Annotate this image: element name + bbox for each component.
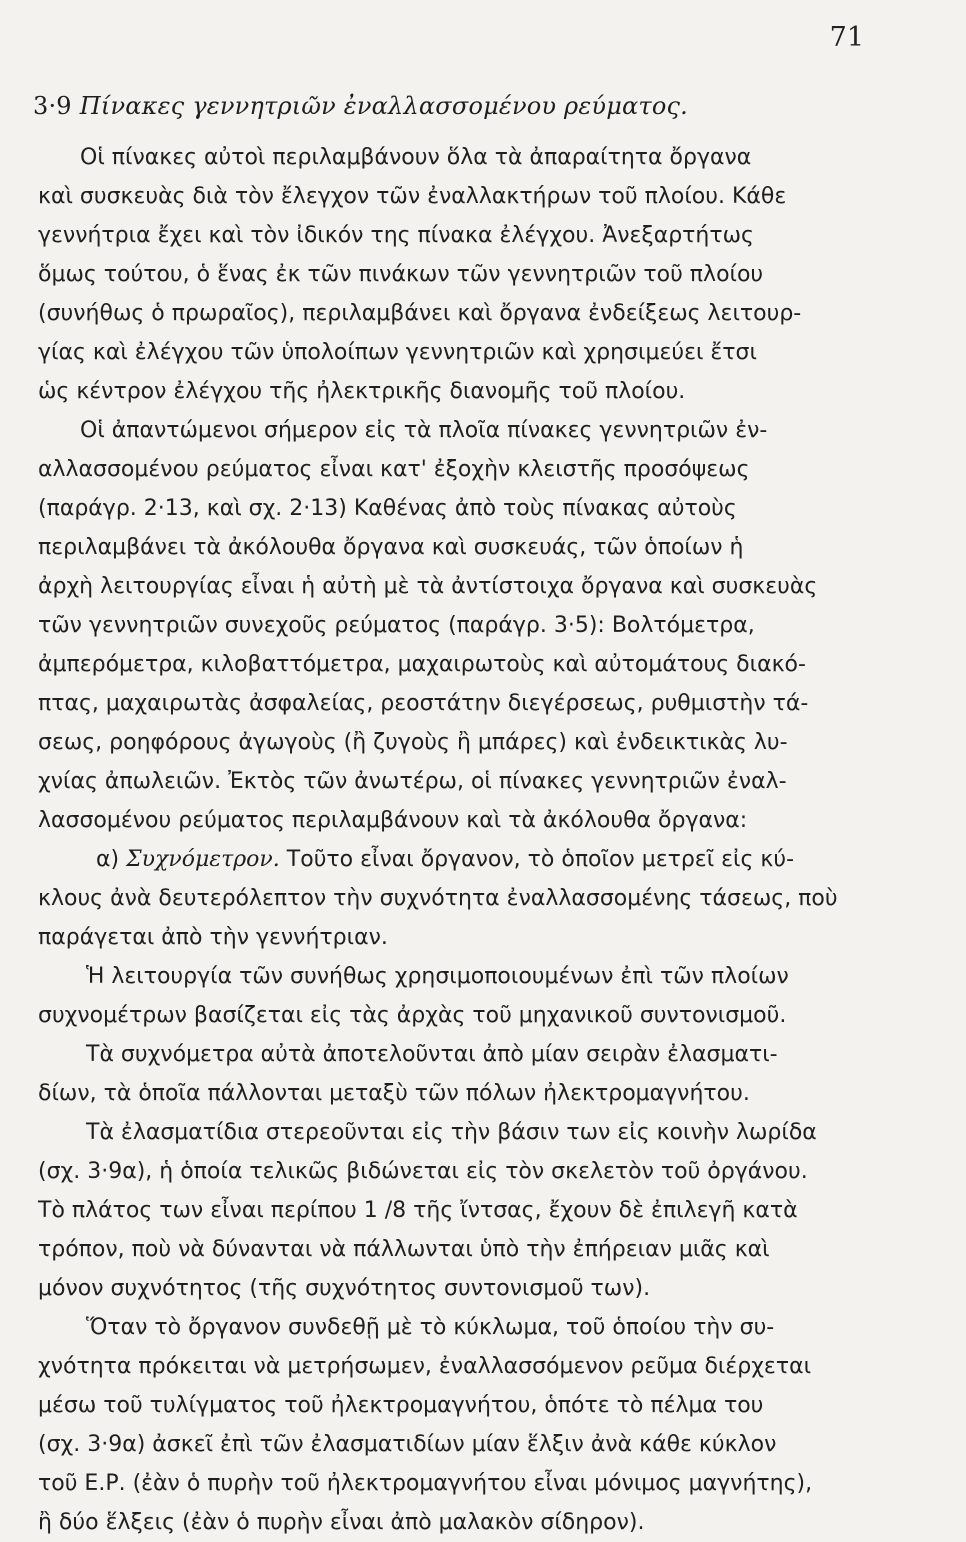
text-line: κλους ἀνὰ δευτερόλεπτον τὴν συχνότητα ἐναλλασσομένης τάσεως, ποὺ: [38, 886, 838, 911]
text-line: παράγεται ἀπὸ τὴν γεννήτριαν.: [38, 925, 388, 950]
list-item-a: [38, 840, 900, 879]
text-line: χνίας ἀπωλειῶν. Ἐκτὸς τῶν ἀνωτέρω, οἱ πίνακες γεννητριῶν ἐναλ-: [38, 769, 787, 794]
text-line: (σχ. 3·9α), ἡ ὁποία τελικῶς βιδώνεται εἰς τὸν σκελετὸν τοῦ ὀργάνου.: [38, 1159, 808, 1184]
item-term: Συχνόμετρον.: [126, 847, 280, 872]
text-line: Τὰ συχνόμετρα αὐτὰ ἀποτελοῦνται ἀπὸ μίαν σειρὰν ἐλασματι-: [86, 1042, 778, 1067]
text-line: (σχ. 3·9α) ἀσκεῖ ἐπὶ τῶν ἐλασματιδίων μίαν ἕλξιν ἀνὰ κάθε κύκλον: [38, 1432, 777, 1457]
text-line: μόνον συχνότητος (τῆς συχνότητος συντονισμοῦ των).: [38, 1276, 651, 1301]
text-line: Ὅταν τὸ ὄργανον συνδεθῇ μὲ τὸ κύκλωμα, τοῦ ὁποίου τὴν συ-: [86, 1315, 775, 1340]
text-line: περιλαμβάνει τὰ ἀκόλουθα ὄργανα καὶ συσκευάς, τῶν ὁποίων ἡ: [38, 535, 744, 560]
page-number: 71: [829, 22, 864, 53]
text-line: τῶν γεννητριῶν συνεχοῦς ρεύματος (παράγρ. 3·5): Βολτόμετρα,: [38, 613, 755, 638]
section-number: 3·9: [33, 92, 72, 120]
text-line: ὡς κέντρον ἐλέγχου τῆς ἠλεκτρικῆς διανομῆς τοῦ πλοίου.: [38, 379, 686, 404]
text-line: Οἱ ἀπαντώμενοι σήμερον εἰς τὰ πλοῖα πίνακες γεννητριῶν ἐν-: [80, 418, 768, 443]
text-line: ἀρχὴ λειτουργίας εἶναι ἡ αὐτὴ μὲ τὰ ἀντίστοιχα ὄργανα καὶ συσκευὰς: [38, 574, 818, 599]
section-title: Πίνακες γεννητριῶν ἐναλλασσομένου ρεύματος.: [79, 92, 689, 120]
text-line: τρόπον, ποὺ νὰ δύνανται νὰ πάλλωνται ὑπὸ τὴν ἐπήρειαν μιᾶς καὶ: [38, 1237, 770, 1262]
text-line: μέσω τοῦ τυλίγματος τοῦ ἠλεκτρομαγνήτου, ὁπότε τὸ πέλμα του: [38, 1393, 764, 1418]
text-line: Τὰ ἐλασματίδια στερεοῦνται εἰς τὴν βάσιν των εἰς κοινὴν λωρίδα: [86, 1120, 817, 1145]
text-line: συχνομέτρων βασίζεται εἰς τὰς ἀρχὰς τοῦ μηχανικοῦ συντονισμοῦ.: [38, 1003, 787, 1028]
text-line: καὶ συσκευὰς διὰ τὸν ἔλεγχον τῶν ἐναλλακτήρων τοῦ πλοίου. Κάθε: [38, 184, 787, 209]
text-line: (παράγρ. 2·13, καὶ σχ. 2·13) Καθένας ἀπὸ τοὺς πίνακας αὐτοὺς: [38, 496, 737, 521]
body-text: [38, 138, 900, 1542]
text-line: Ἡ λειτουργία τῶν συνήθως χρησιμοποιουμένων ἐπὶ τῶν πλοίων: [86, 964, 789, 989]
text-line: ὅμως τούτου, ὁ ἕνας ἐκ τῶν πινάκων τῶν γεννητριῶν τοῦ πλοίου: [38, 262, 764, 287]
item-text: Τοῦτο εἶναι ὄργανον, τὸ ὁποῖον μετρεῖ εἰς κύ-: [286, 847, 795, 872]
text-line: Οἱ πίνακες αὐτοὶ περιλαμβάνουν ὅλα τὰ ἀπαραίτητα ὄργανα: [80, 145, 752, 170]
text-line: αλλασσομένου ρεύματος εἶναι κατ' ἐξοχὴν κλειστῆς προσόψεως: [38, 457, 750, 482]
text-line: χνότητα πρόκειται νὰ μετρήσωμεν, ἐναλλασσόμενον ρεῦμα διέρχεται: [38, 1354, 812, 1379]
text-line: τοῦ Ε.Ρ. (ἐὰν ὁ πυρὴν τοῦ ἠλεκτρομαγνήτου εἶναι μόνιμος μαγνήτης),: [38, 1471, 813, 1496]
text-line: γεννήτρια ἔχει καὶ τὸν ἰδικόν της πίνακα ἐλέγχου. Ἀνεξαρτήτως: [38, 223, 754, 248]
text-line: γίας καὶ ἐλέγχου τῶν ὑπολοίπων γεννητριῶν καὶ χρησιμεύει ἔτσι: [38, 340, 757, 365]
text-line: λασσομένου ρεύματος περιλαμβάνουν καὶ τὰ ἀκόλουθα ὄργανα:: [38, 808, 748, 833]
text-line: σεως, ροηφόρους ἀγωγοὺς (ἢ ζυγοὺς ἢ μπάρες) καὶ ἐνδεικτικὰς λυ-: [38, 730, 788, 755]
text-line: δίων, τὰ ὁποῖα πάλλονται μεταξὺ τῶν πόλων ἠλεκτρομαγνήτου.: [38, 1081, 750, 1106]
text-line: (συνήθως ὁ πρωραῖος), περιλαμβάνει καὶ ὄργανα ἐνδείξεως λειτουρ-: [38, 301, 802, 326]
text-line: πτας, μαχαιρωτὰς ἀσφαλείας, ρεοστάτην διεγέρσεως, ρυθμιστὴν τά-: [38, 691, 809, 716]
text-line: ἀμπερόμετρα, κιλοβαττόμετρα, μαχαιρωτοὺς καὶ αὐτομάτους διακό-: [38, 652, 806, 677]
item-label: α): [96, 847, 120, 872]
text-line: ἢ δύο ἕλξεις (ἐὰν ὁ πυρὴν εἶναι ἀπὸ μαλακὸν σίδηρον).: [38, 1510, 645, 1535]
text-line: Τὸ πλάτος των εἶναι περίπου 1 /8 τῆς ἴντσας, ἔχουν δὲ ἐπιλεγῆ κατὰ: [38, 1198, 798, 1223]
section-heading: [33, 92, 913, 120]
